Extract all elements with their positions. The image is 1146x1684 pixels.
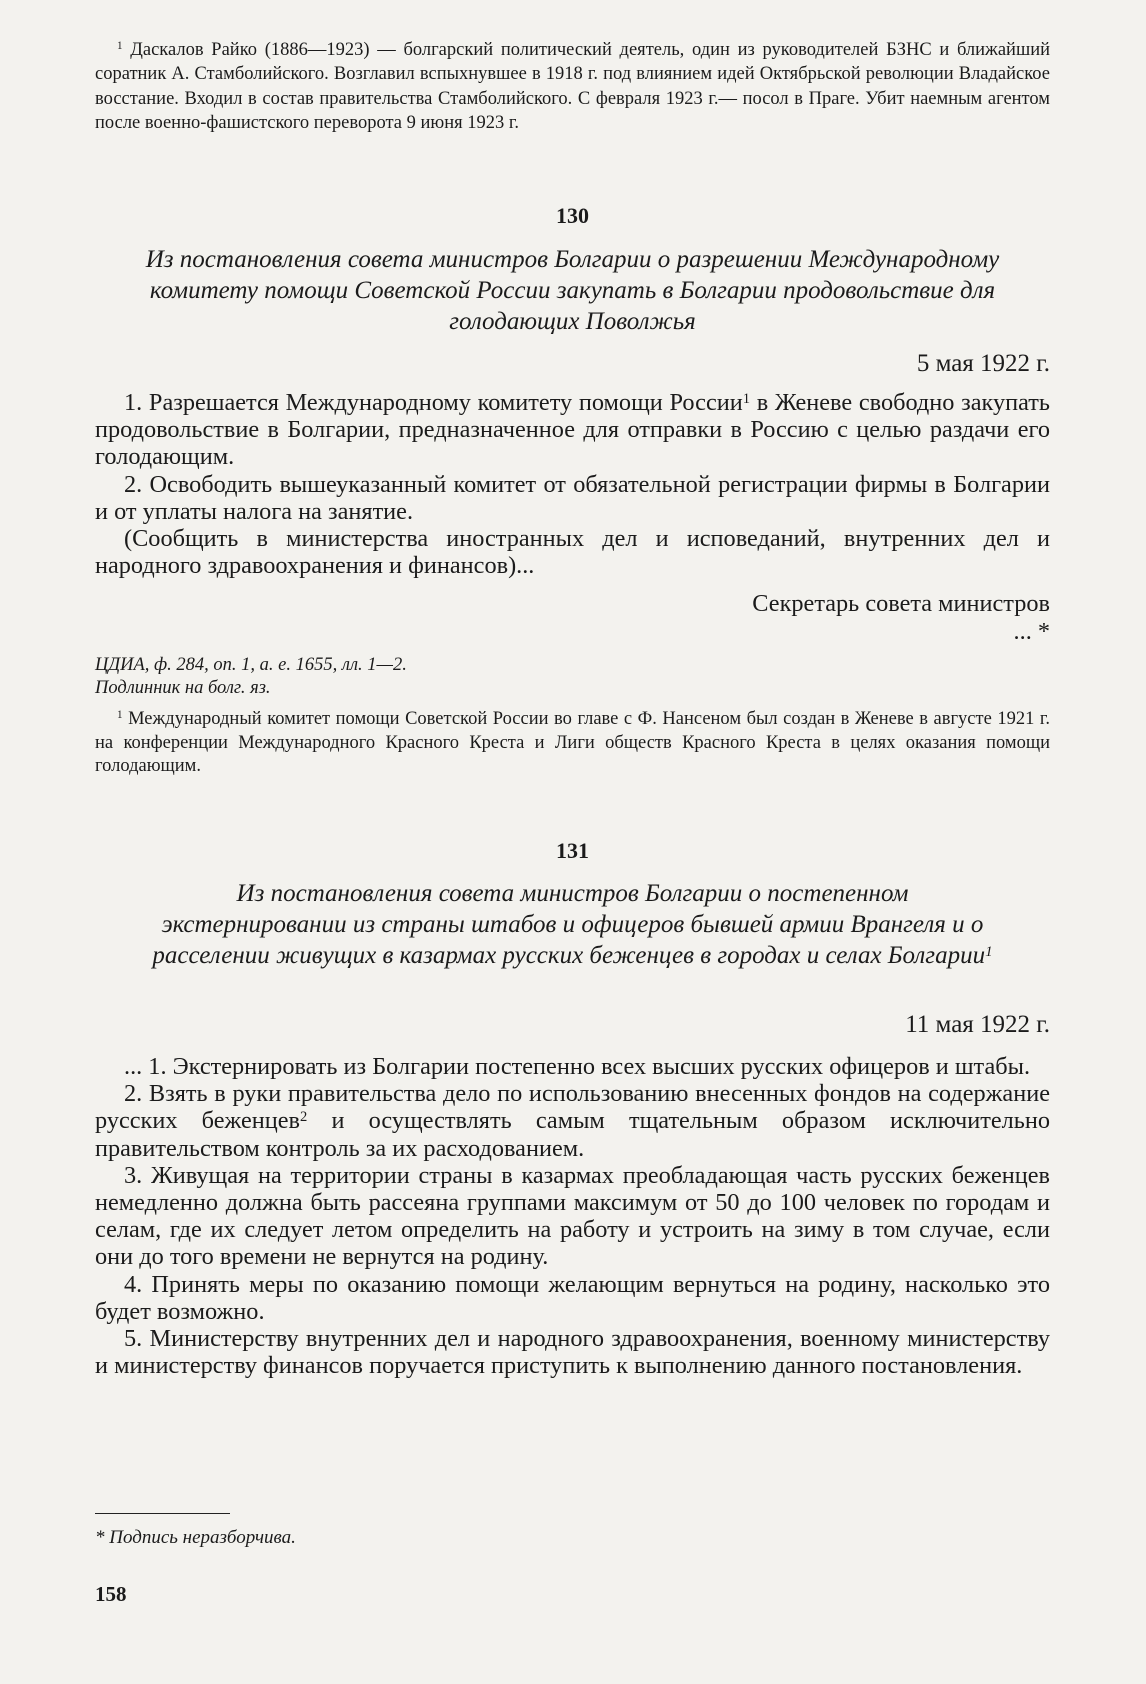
footnote-marker: 1 [117,40,123,53]
paragraph-1-text-a: 1. Разрешается Международному комитету помощи России [124,389,743,416]
paragraph-3: (Сообщить в министерства иностранных дел и исповеданий, внутренних дел и народного здравоохранения и финансов)... [95,525,1050,580]
document-number-130: 130 [556,203,589,228]
footnote-ref: 1 [985,943,993,960]
archive-source [95,654,407,699]
paragraph-2 [95,1080,1050,1162]
footnote-ref: 2 [300,1109,308,1126]
signature-mark: ... * [1013,618,1050,645]
paragraph-1-text-b: в Женеве свободно закупать продовольствие в Болгарии, предназначенное для отправки в Россию с целью раздачи его голодающим. [95,389,1050,471]
paragraph-2-text-b: и осуществлять самым тщательным образом исключительно правительством контроль за их расходованием. [95,1107,1050,1162]
page-number: 158 [95,1582,127,1606]
footnote-130-text: Международный комитет помощи Советской России во главе с Ф. Нансеном был создан в Женеве в августе 1921 г. на конференции Международного Красного Креста и Лиги обществ Красного Креста в целях оказания помощи голодающим. [95,709,1050,776]
paragraph-4: 4. Принять меры по оказанию помощи желающим вернуться на родину, насколько это будет возможно. [95,1270,1050,1325]
archive-reference: ЦДИА, ф. 284, оп. 1, а. е. 1655, лл. 1—2. [95,655,407,675]
footnote-ref: 1 [742,390,751,407]
footnote-marker: 1 [117,709,123,722]
paragraph-5: 5. Министерству внутренних дел и народного здравоохранения, военному министерству и министерству финансов поручается приступить к выполнению данного постановления. [95,1325,1050,1380]
paragraph-2: 2. Освободить вышеуказанный комитет от обязательной регистрации фирмы в Болгарии и от уплаты налога на занятие. [95,470,1050,525]
bottom-footnote: * Подпись неразборчива. [95,1527,296,1548]
original-language-note: Подлинник на болг. яз. [95,677,271,698]
footnote-130 [95,708,1050,779]
paragraph-3: 3. Живущая на территории страны в казармах преобладающая часть русских беженцев немедленно должна быть рассеяна группами максимум от 50 до 100 человек по городам и селам, где их следует летом определить на работу и устроить на зиму в том случае, если они до того времени не вернутся на родину. [95,1161,1050,1271]
document-number-131: 131 [556,838,589,863]
document-title-131 [150,878,995,971]
document-body-131 [95,1053,1050,1379]
document-title-130: Из постановления совета министров Болгарии о разрешении Международному комитету помощи Советской России закупать в Болгарии продовольствие для голодающих Поволжья [145,246,1000,335]
document-date-131: 11 мая 1922 г. [905,1011,1050,1038]
document-body-130 [95,389,1050,579]
top-footnote-text: Даскалов Райко (1886—1923) — болгарский политический деятель, один из руководителей БЗНС и ближайший соратник А. Стамболийского. Возглавил вспыхнувшее в 1918 г. под влиянием идей Октябрьской революции Владайское восстание. Входил в состав правительства Стамболийского. С февраля 1923 г.— посол в Праге. Убит наемным агентом после военно-фашистского переворота 9 июня 1923 г. [95,40,1051,133]
footnote-divider [95,1513,230,1514]
paragraph-1: ... 1. Экстернировать из Болгарии постепенно всех высших русских офицеров и штабы. [124,1053,1031,1080]
signature-line: Секретарь совета министров [752,590,1050,617]
top-footnote [95,38,1050,135]
paragraph-1 [95,389,1050,471]
document-date-130: 5 мая 1922 г. [916,350,1050,377]
document-title-131-text: Из постановления совета министров Болгарии о постепенном экстернировании из страны штабов и офицеров бывшей армии Врангеля и о расселении живущих в казармах русских беженцев в городах и селах Болгарии [152,880,986,969]
paragraph-2-text-a: 2. Взять в руки правительства дело по использованию внесенных фондов на содержание русских беженцев [95,1080,1050,1135]
